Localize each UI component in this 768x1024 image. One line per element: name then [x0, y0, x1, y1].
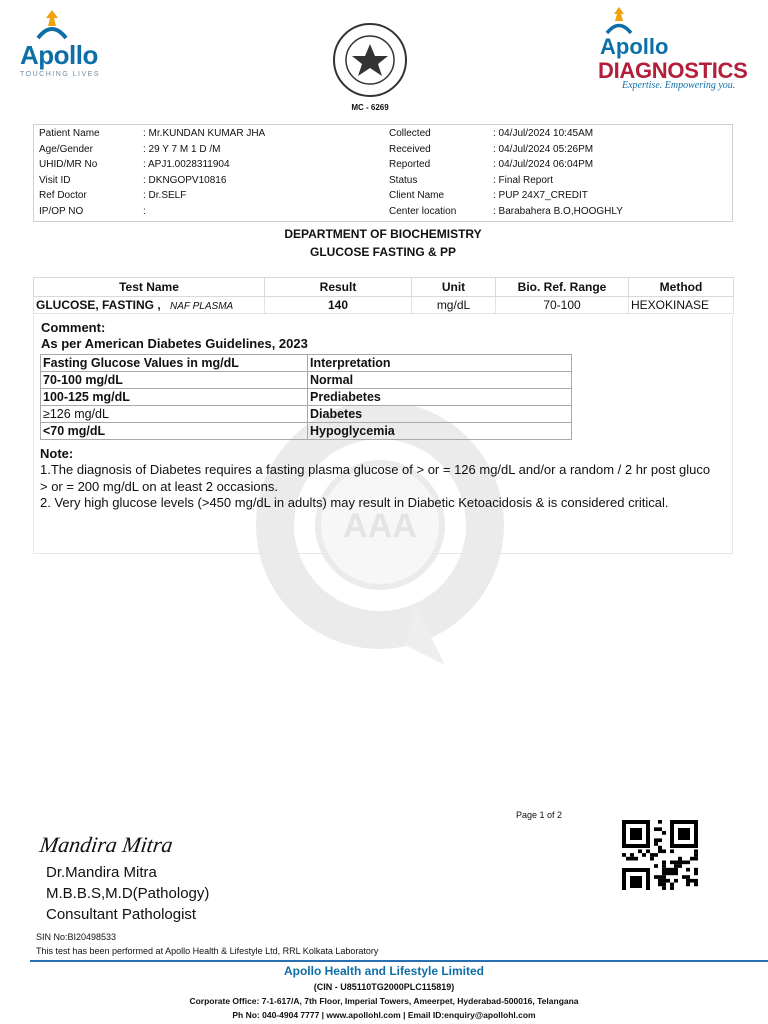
patient-value: :: [143, 205, 146, 217]
ref-range-value: 70-100: [496, 297, 629, 314]
apollo-tagline: TOUCHING LIVES: [20, 71, 100, 78]
doctor-degree: M.B.B.S,M.D(Pathology): [46, 885, 210, 902]
note-1: 1.The diagnosis of Diabetes requires a fasting plasma glucose of > or = 126 mg/dL and/or a random / 2 hr post gluco: [40, 462, 711, 477]
specimen: NAF PLASMA: [170, 301, 234, 312]
apollo-emblem-icon: [32, 8, 72, 42]
table-row: [41, 355, 572, 372]
diagnostics-tagline: Expertise. Empowering you.: [622, 80, 736, 91]
header-unit: Unit: [412, 278, 496, 297]
unit-value: mg/dL: [412, 297, 496, 314]
patient-value: : Mr.KUNDAN KUMAR JHA: [143, 128, 266, 139]
interp-label: Prediabetes: [308, 389, 572, 406]
results-table: [33, 277, 734, 314]
patient-value: : Final Report: [493, 174, 554, 186]
interp-label: Hypoglycemia: [308, 423, 572, 440]
table-row: [41, 389, 572, 406]
qr-code-icon: [622, 820, 698, 890]
diagnostics-brand: DIAGNOSTICS: [598, 58, 748, 83]
interp-range: 100-125 mg/dL: [41, 389, 308, 406]
patient-label: Age/Gender: [39, 143, 93, 155]
apollo-diagnostics-brand: Apollo: [600, 34, 669, 59]
footer-company: Apollo Health and Lifestyle Limited: [283, 964, 485, 978]
patient-value: : 04/Jul/2024 05:26PM: [493, 143, 594, 155]
comment-title: Comment:: [41, 320, 106, 335]
table-row: [41, 372, 572, 389]
apollo-diagnostics-emblem-icon: [604, 6, 634, 36]
patient-label: Reported: [389, 159, 431, 170]
seal-emblem-icon: [322, 20, 418, 100]
apollo-brand-text: Apollo: [20, 40, 98, 70]
patient-label: UHID/MR No: [39, 159, 98, 170]
result-value: 140: [265, 297, 412, 314]
patient-label: Received: [389, 143, 431, 155]
header-test-name: Test Name: [34, 278, 265, 297]
patient-value: : PUP 24X7_CREDIT: [493, 190, 588, 201]
patient-value: : APJ1.0028311904: [143, 159, 230, 170]
patient-value: : 04/Jul/2024 10:45AM: [493, 128, 594, 139]
aaa-watermark-icon: [255, 405, 505, 675]
interpretation-table: [40, 354, 572, 440]
interp-range: <70 mg/dL: [41, 423, 308, 440]
department-title: DEPARTMENT OF BIOCHEMISTRY: [284, 227, 482, 241]
patient-value: : DKNGOPV10816: [143, 174, 227, 186]
apollo-logo-left: [18, 8, 108, 80]
svg-text:AAA: AAA: [343, 507, 417, 545]
table-row: [34, 297, 734, 314]
performed-at: This test has been performed at Apollo Health & Lifestyle Ltd, RRL Kolkata Laboratory: [36, 946, 379, 956]
test-group-title: GLUCOSE FASTING & PP: [309, 245, 456, 259]
patient-value: : 29 Y 7 M 1 D /M: [143, 143, 221, 155]
interp-range: ≥126 mg/dL: [41, 406, 308, 423]
note-title: Note:: [40, 446, 74, 461]
table-row: [41, 406, 572, 423]
method-value: HEXOKINASE: [629, 297, 734, 314]
patient-info-box: [33, 124, 733, 222]
patient-label: IP/OP NO: [39, 205, 84, 217]
interp-header-interpretation: Interpretation: [308, 355, 572, 372]
patient-label: Center location: [389, 205, 457, 217]
footer-office: Corporate Office: 7-1-617/A, 7th Floor, Imperial Towers, Ameerpet, Hyderabad-500016, Telangana: [189, 996, 579, 1006]
patient-label: Client Name: [389, 190, 445, 201]
apollo-diagnostics-logo: [598, 6, 758, 90]
accreditation-seal: [322, 20, 418, 112]
header-result: Result: [265, 278, 412, 297]
patient-value: : Barabahera B.O,HOOGHLY: [493, 205, 623, 217]
sin-number: SIN No:BI20498533: [36, 932, 117, 942]
patient-label: Collected: [389, 128, 431, 139]
page-number: Page 1 of 2: [516, 810, 563, 820]
patient-value: : Dr.SELF: [143, 190, 187, 201]
handwritten-signature: Mandira Mitra: [38, 832, 175, 857]
results-header-row: [34, 278, 734, 297]
patient-label: Ref Doctor: [39, 190, 87, 201]
patient-value: : 04/Jul/2024 06:04PM: [493, 159, 594, 170]
interp-range: 70-100 mg/dL: [41, 372, 308, 389]
guideline-text: As per American Diabetes Guidelines, 2023: [41, 336, 308, 351]
header-ref-range: Bio. Ref. Range: [496, 278, 629, 297]
patient-label: Visit ID: [39, 174, 71, 186]
note-1-continued: > or = 200 mg/dL on at least 2 occasions.: [40, 479, 278, 494]
header-method: Method: [629, 278, 734, 297]
footer-divider: [30, 960, 768, 962]
seal-code: MC - 6269: [351, 103, 389, 112]
footer-cin: (CIN - U85110TG2000PLC115819): [313, 982, 455, 992]
doctor-title: Consultant Pathologist: [46, 906, 197, 923]
patient-label: Status: [389, 174, 418, 186]
patient-label: Patient Name: [39, 128, 100, 139]
interp-header-values: Fasting Glucose Values in mg/dL: [41, 355, 308, 372]
note-2: 2. Very high glucose levels (>450 mg/dL in adults) may result in Diabetic Ketoacidosis & is considered critical.: [40, 495, 669, 510]
test-name-cell: [34, 297, 265, 314]
footer-contact: Ph No: 040-4904 7777 | www.apollohl.com | Email ID:enquiry@apollohl.com: [232, 1010, 536, 1020]
interp-label: Diabetes: [308, 406, 572, 423]
table-row: [41, 423, 572, 440]
interp-label: Normal: [308, 372, 572, 389]
signature-block: [36, 820, 246, 930]
test-name: GLUCOSE, FASTING ,: [36, 298, 161, 312]
doctor-name: Dr.Mandira Mitra: [46, 864, 157, 881]
